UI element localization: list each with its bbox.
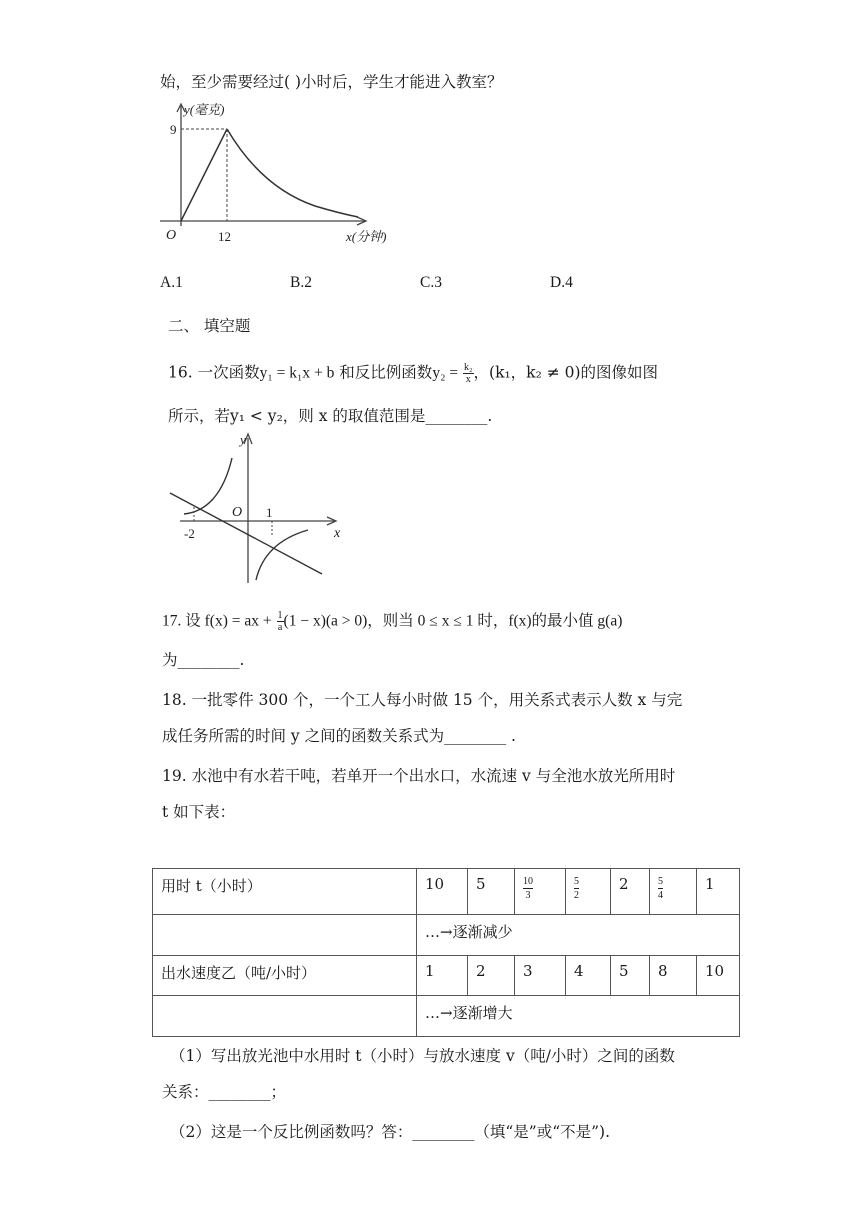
q16-line-2: 所示，若y₁ < y₂，则 x 的取值范围是________. — [168, 407, 493, 425]
time-trend-cell: …→逐渐减少 — [417, 915, 740, 956]
x-axis-label: x(分钟) — [346, 229, 387, 244]
q15-question-tail: 始，至少需要经过( )小时后，学生才能进入教室？ — [160, 73, 503, 91]
choice-a[interactable]: A.1 — [160, 274, 183, 291]
speed-cell: 3 — [515, 956, 566, 996]
q16-function-graph — [160, 428, 360, 588]
q16-fraction — [463, 362, 474, 385]
origin-label: O — [232, 505, 243, 520]
decay-curve — [227, 129, 358, 217]
q19-line-2: t 如下表： — [162, 803, 236, 821]
table-row-time-trend — [153, 915, 740, 956]
speed-cell: 10 — [697, 956, 740, 996]
q16-inverse-fn: y₂ = — [432, 364, 459, 382]
time-fraction-den: 3 — [525, 890, 531, 901]
q16-text-e: ，(k₁，k₂ ≠ 0)的图像如图 — [473, 363, 659, 382]
table-row-speed-trend — [153, 996, 740, 1037]
q16-fraction-num: k₂ — [464, 362, 473, 373]
time-fraction — [658, 875, 663, 902]
x-axis-label: x — [334, 526, 341, 541]
q19-sub1-line-2: 关系：________； — [162, 1083, 287, 1101]
speed-row-header: 出水速度乙（吨/小时） — [153, 956, 417, 996]
time-fraction-den: 4 — [658, 890, 663, 901]
empty-cell — [153, 996, 417, 1037]
q17-fraction-num: 1 — [277, 610, 283, 621]
time-cell: 2 — [611, 869, 650, 915]
q16-text-c: 和反比例函数 — [334, 363, 433, 382]
empty-cell — [153, 915, 417, 956]
y-axis-label: y(毫克) — [184, 102, 225, 117]
q19-sub2: （2）这是一个反比例函数吗？答：________（填“是”或“不是”). — [170, 1123, 611, 1141]
q16-linear-fn: y₁ = k₁x + b — [259, 364, 335, 382]
speed-cell: 2 — [468, 956, 515, 996]
q18-line-1: 18. 一批零件 300 个，一个工人每小时做 15 个，用关系式表示人数 x 与完 — [162, 691, 683, 709]
x-tick-12: 12 — [218, 229, 231, 244]
q17-line-1 — [162, 610, 622, 633]
speed-cell: 1 — [417, 956, 468, 996]
rising-segment — [181, 129, 227, 221]
choice-b[interactable]: B.2 — [290, 274, 312, 291]
time-cell — [650, 869, 697, 915]
tick-1: 1 — [266, 505, 273, 520]
section-heading: 二、 填空题 — [168, 317, 251, 335]
speed-cell: 5 — [611, 956, 650, 996]
time-fraction-num: 5 — [658, 876, 663, 887]
time-cell: 10 — [417, 869, 468, 915]
speed-cell: 4 — [566, 956, 611, 996]
tick-neg2: -2 — [184, 526, 195, 541]
time-row-header: 用时 t（小时） — [153, 869, 417, 915]
choice-c[interactable]: C.3 — [420, 274, 442, 291]
q19-line-1: 19. 水池中有水若干吨，若单开一个出水口，水流速 v 与全池水放光所用时 — [162, 767, 676, 785]
flow-rate-table — [152, 868, 740, 1037]
q17-text-a: 17. 设 f(x) = ax + — [162, 612, 272, 630]
q18-line-2: 成任务所需的时间 y 之间的函数关系式为________ . — [162, 727, 516, 745]
origin-label: O — [166, 228, 177, 243]
speed-trend-cell: …→逐渐增大 — [417, 996, 740, 1037]
q17-fraction — [277, 610, 284, 633]
q17-fraction-den: a — [277, 622, 283, 633]
q16-text-a: 16. 一次函数 — [168, 363, 260, 382]
time-cell: 5 — [468, 869, 515, 915]
q17-line-2: 为________. — [162, 651, 245, 669]
q17-text-b: (1 − x)(a > 0)，则当 0 ≤ x ≤ 1 时，f(x)的最小值 g(a) — [283, 612, 623, 630]
q19-sub1-line-1: （1）写出放光池中水用时 t（小时）与放水速度 v（吨/小时）之间的函数 — [170, 1047, 675, 1065]
hyperbola-right-branch — [256, 530, 308, 580]
q16-line-1 — [168, 362, 658, 385]
table-row-speed — [153, 956, 740, 996]
time-cell — [515, 869, 566, 915]
time-fraction-den: 2 — [574, 890, 579, 901]
speed-cell: 8 — [650, 956, 697, 996]
y-tick-9: 9 — [170, 122, 177, 137]
q16-fraction-den: x — [465, 374, 471, 385]
time-fraction — [523, 875, 533, 902]
time-cell — [566, 869, 611, 915]
hyperbola-left-branch — [184, 458, 232, 514]
time-fraction-num: 10 — [523, 876, 533, 887]
time-cell: 1 — [697, 869, 740, 915]
choice-d[interactable]: D.4 — [550, 274, 573, 291]
time-fraction-num: 5 — [574, 876, 579, 887]
table-row-time — [153, 869, 740, 915]
y-axis-label: y — [240, 432, 246, 447]
time-fraction — [574, 875, 579, 902]
q15-concentration-graph — [150, 96, 400, 256]
